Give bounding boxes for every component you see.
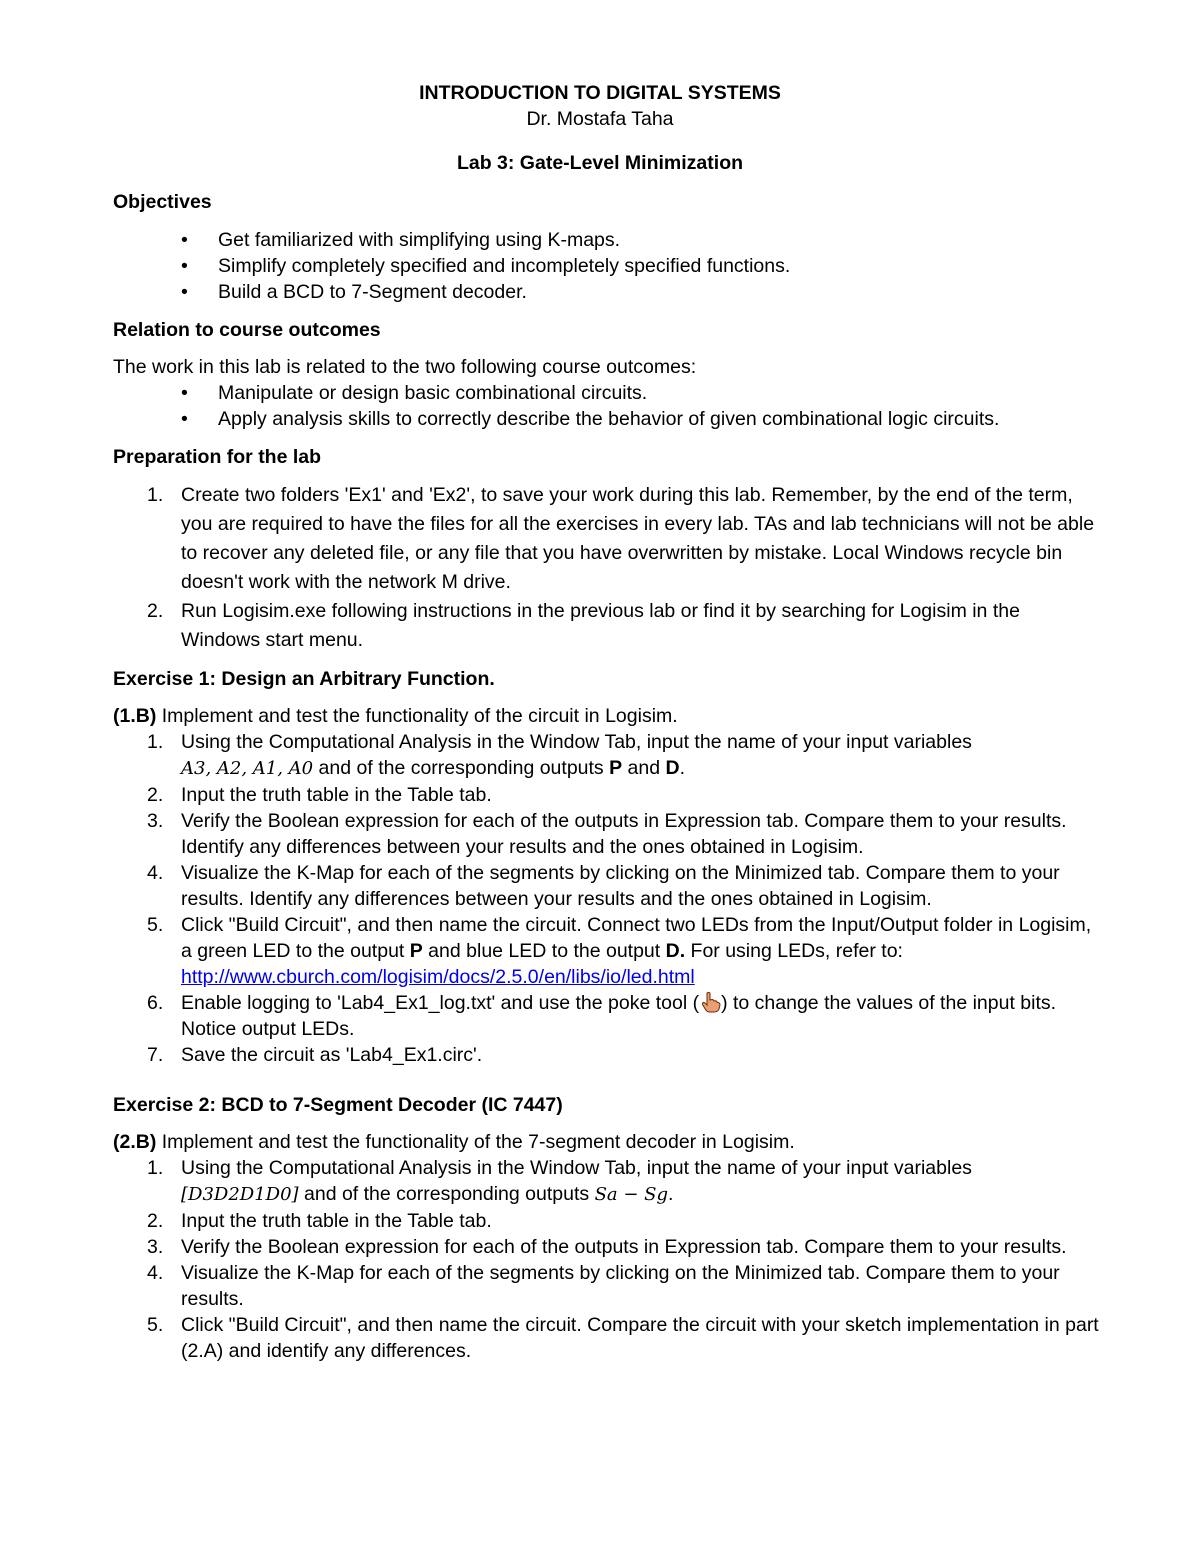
objectives-list [113, 227, 1103, 305]
list-item: • Build a BCD to 7-Segment decoder. [181, 281, 527, 303]
input-variables-math: A3, A2, A1, A0 [181, 758, 314, 779]
bullet-icon: • [181, 408, 188, 430]
relation-intro: The work in this lab is related to the two following course outcomes: [113, 356, 697, 378]
objectives-heading: Objectives [113, 191, 212, 213]
list-item: 6. Enable logging to 'Lab4_Ex1_log.txt' and use the poke tool ( ) to change the values of the input bits. Notice output LEDs. [147, 992, 1057, 1040]
list-item: 2. Run Logisim.exe following instructions in the previous lab or find it by searching for Logisim in the Windows start menu. [147, 600, 1020, 651]
list-item: 2. Input the truth table in the Table tab. [147, 1210, 492, 1232]
exercise1-subheading: (1.B) Implement and test the functionality of the circuit in Logisim. [113, 705, 678, 727]
poke-tool-hand-icon [699, 991, 721, 1013]
list-item: 1. Create two folders 'Ex1' and 'Ex2', to save your work during this lab. Remember, by the end of the term, you are required to have the files for all the exercises in every lab. TAs and lab technicians will not be able to recover any deleted file, or any file that you have overwritten by mistake. Local Windows recycle bin doesn't work with the network M drive. [147, 484, 1095, 593]
lab-title: Lab 3: Gate-Level Minimization [456, 152, 744, 174]
bullet-icon: • [181, 382, 188, 404]
list-item: 4. Visualize the K-Map for each of the segments by clicking on the Minimized tab. Compare them to your results. Identify any differences between your results and the ones obtained in Logisim. [147, 862, 1060, 910]
preparation-heading: Preparation for the lab [113, 446, 322, 468]
bullet-icon: • [181, 281, 188, 303]
author: Dr. Mostafa Taha [526, 108, 674, 130]
list-item: 4. Visualize the K-Map for each of the segments by clicking on the Minimized tab. Compare them to your results. [147, 1262, 1060, 1310]
list-item: • Manipulate or design basic combinational circuits. [181, 382, 648, 404]
list-item: 5. Click "Build Circuit", and then name the circuit. Compare the circuit with your sketch implementation in part (2.A) and identify any differences. [147, 1314, 1099, 1362]
list-item: 3. Verify the Boolean expression for each of the outputs in Expression tab. Compare them to your results. Identify any differences between your results and the ones obtained in Logisim. [147, 810, 1067, 858]
list-item: 1. Using the Computational Analysis in the Window Tab, input the name of your input variables [D3D2D1D0] and of the corresponding outputs Sa − Sg. [147, 1157, 972, 1205]
list-item: • Apply analysis skills to correctly describe the behavior of given combinational logic circuits. [181, 408, 1000, 430]
exercise2-list [113, 1155, 1103, 1364]
preparation-list [113, 481, 1103, 655]
list-item: 5. Click "Build Circuit", and then name the circuit. Connect two LEDs from the Input/Output folder in Logisim, a green LED to the output P and blue LED to the output D. For using LEDs, refer to: http://www.cburch.com/logisim/docs/2.5.0/en/libs/io/led.html [147, 914, 1092, 988]
list-item: 3. Verify the Boolean expression for each of the outputs in Expression tab. Compare them to your results. [147, 1236, 1067, 1258]
exercise2-subheading: (2.B) Implement and test the functionality of the 7-segment decoder in Logisim. [113, 1131, 795, 1153]
bullet-icon: • [181, 255, 188, 277]
bullet-icon: • [181, 229, 188, 251]
document-title: INTRODUCTION TO DIGITAL SYSTEMS [419, 82, 781, 104]
exercise2-heading: Exercise 2: BCD to 7-Segment Decoder (IC 7447) [113, 1094, 563, 1116]
list-item: 1. Using the Computational Analysis in the Window Tab, input the name of your input variables A3, A2, A1, A0 and of the corresponding outputs P and D. [147, 731, 972, 779]
exercise1-heading: Exercise 1: Design an Arbitrary Function. [113, 668, 495, 690]
relation-heading: Relation to course outcomes [113, 319, 381, 341]
exercise1-list [113, 729, 1103, 1068]
list-item: 2. Input the truth table in the Table tab. [147, 784, 492, 806]
list-item: • Simplify completely specified and incompletely specified functions. [181, 255, 791, 277]
led-docs-link[interactable]: http://www.cburch.com/logisim/docs/2.5.0/en/libs/io/led.html [181, 966, 695, 988]
list-item: 7. Save the circuit as 'Lab4_Ex1.circ'. [147, 1044, 483, 1066]
list-item: • Get familiarized with simplifying using K-maps. [181, 229, 621, 251]
segment-outputs-math: Sa − Sg [594, 1184, 669, 1205]
bcd-variables-math: [D3D2D1D0] [181, 1184, 299, 1205]
relation-list [113, 380, 1103, 432]
